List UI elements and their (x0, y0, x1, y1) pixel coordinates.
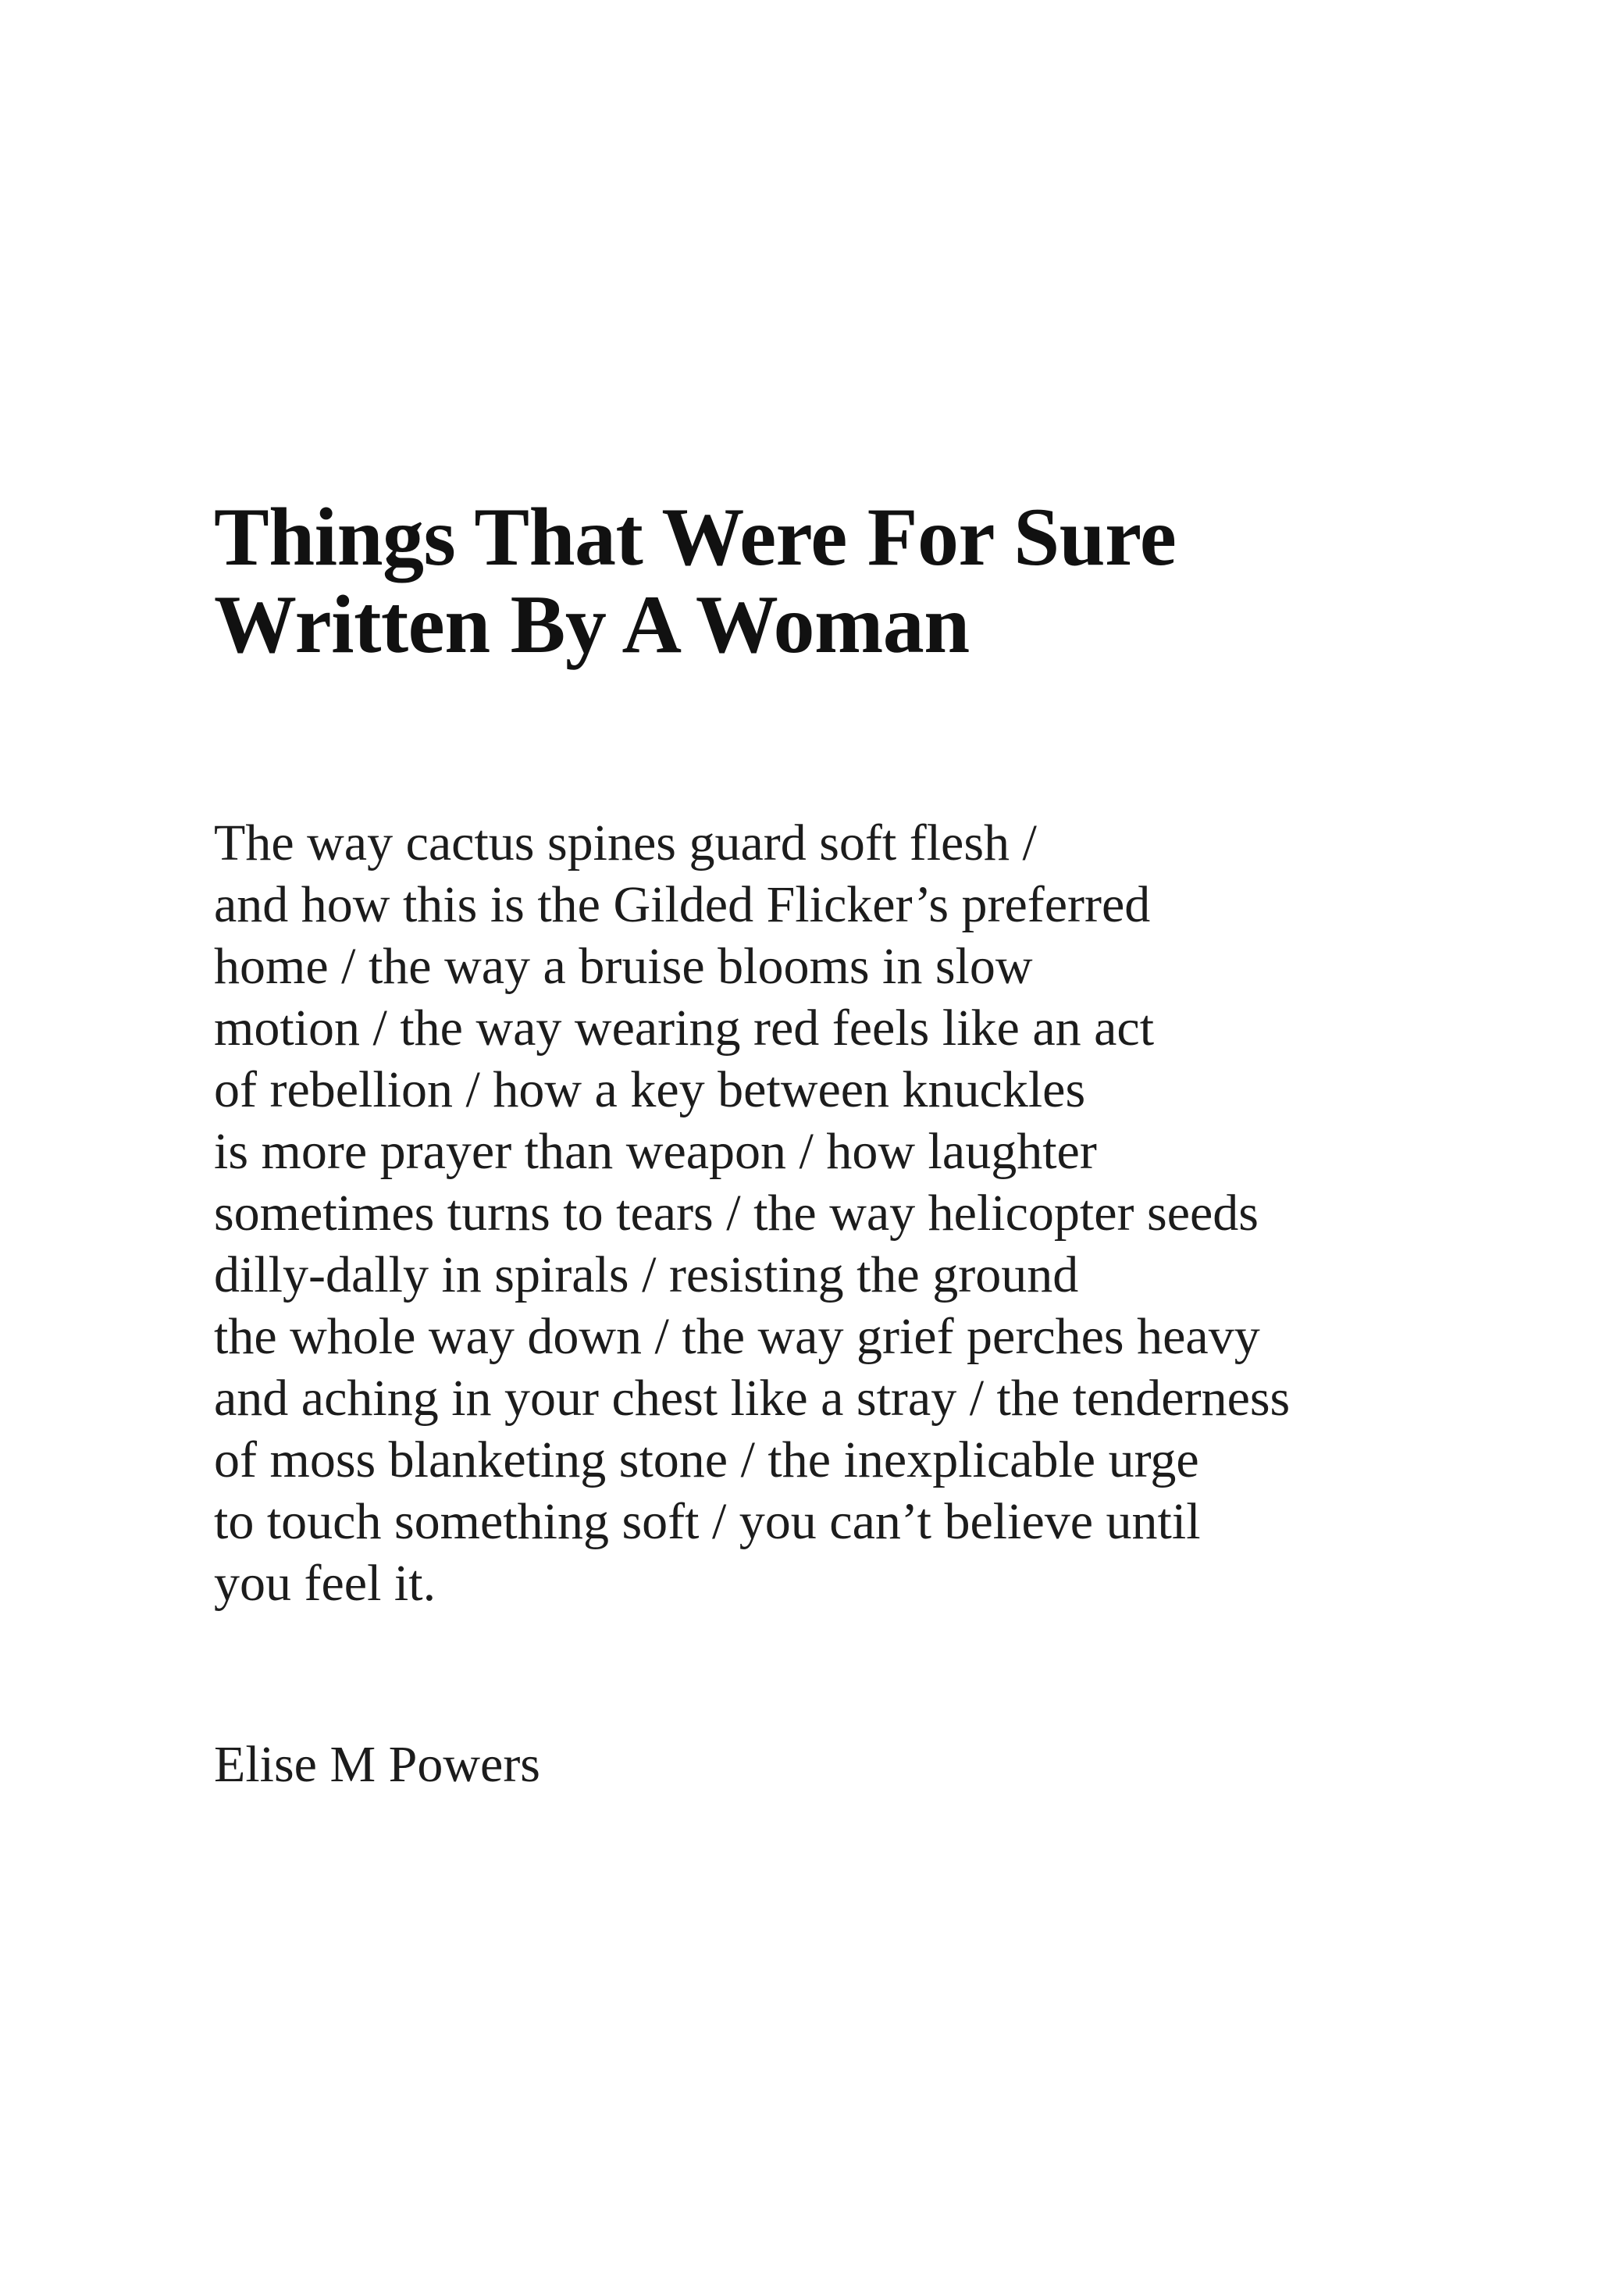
poem-line-11: of moss blanketing stone / the inexplicable urge (214, 1431, 1199, 1488)
poem-line-12: to touch something soft / you can’t believe until (214, 1493, 1201, 1550)
poem-line-4: motion / the way wearing red feels like an act (214, 1000, 1155, 1057)
poem-line-1: The way cactus spines guard soft flesh / (214, 814, 1037, 871)
poem-title (214, 491, 1541, 670)
poem-body (214, 812, 1588, 1614)
author-name: Elise M Powers (214, 1736, 540, 1793)
poem-line-5: of rebellion / how a key between knuckles (214, 1061, 1086, 1118)
poem-title-line-2: Written By A Woman (214, 579, 970, 670)
poem-line-13: you feel it. (214, 1555, 436, 1612)
poem-title-line-1: Things That Were For Sure (214, 491, 1177, 583)
poem-line-3: home / the way a bruise blooms in slow (214, 938, 1033, 995)
poem-line-8: dilly-dally in spirals / resisting the ground (214, 1246, 1079, 1303)
poem-line-6: is more prayer than weapon / how laughter (214, 1123, 1097, 1180)
poem-line-7: sometimes turns to tears / the way helicopter seeds (214, 1185, 1259, 1242)
poem-line-10: and aching in your chest like a stray / the tenderness (214, 1370, 1291, 1427)
poem-line-9: the whole way down / the way grief perches heavy (214, 1308, 1260, 1365)
poem-line-2: and how this is the Gilded Flicker’s preferred (214, 876, 1151, 933)
